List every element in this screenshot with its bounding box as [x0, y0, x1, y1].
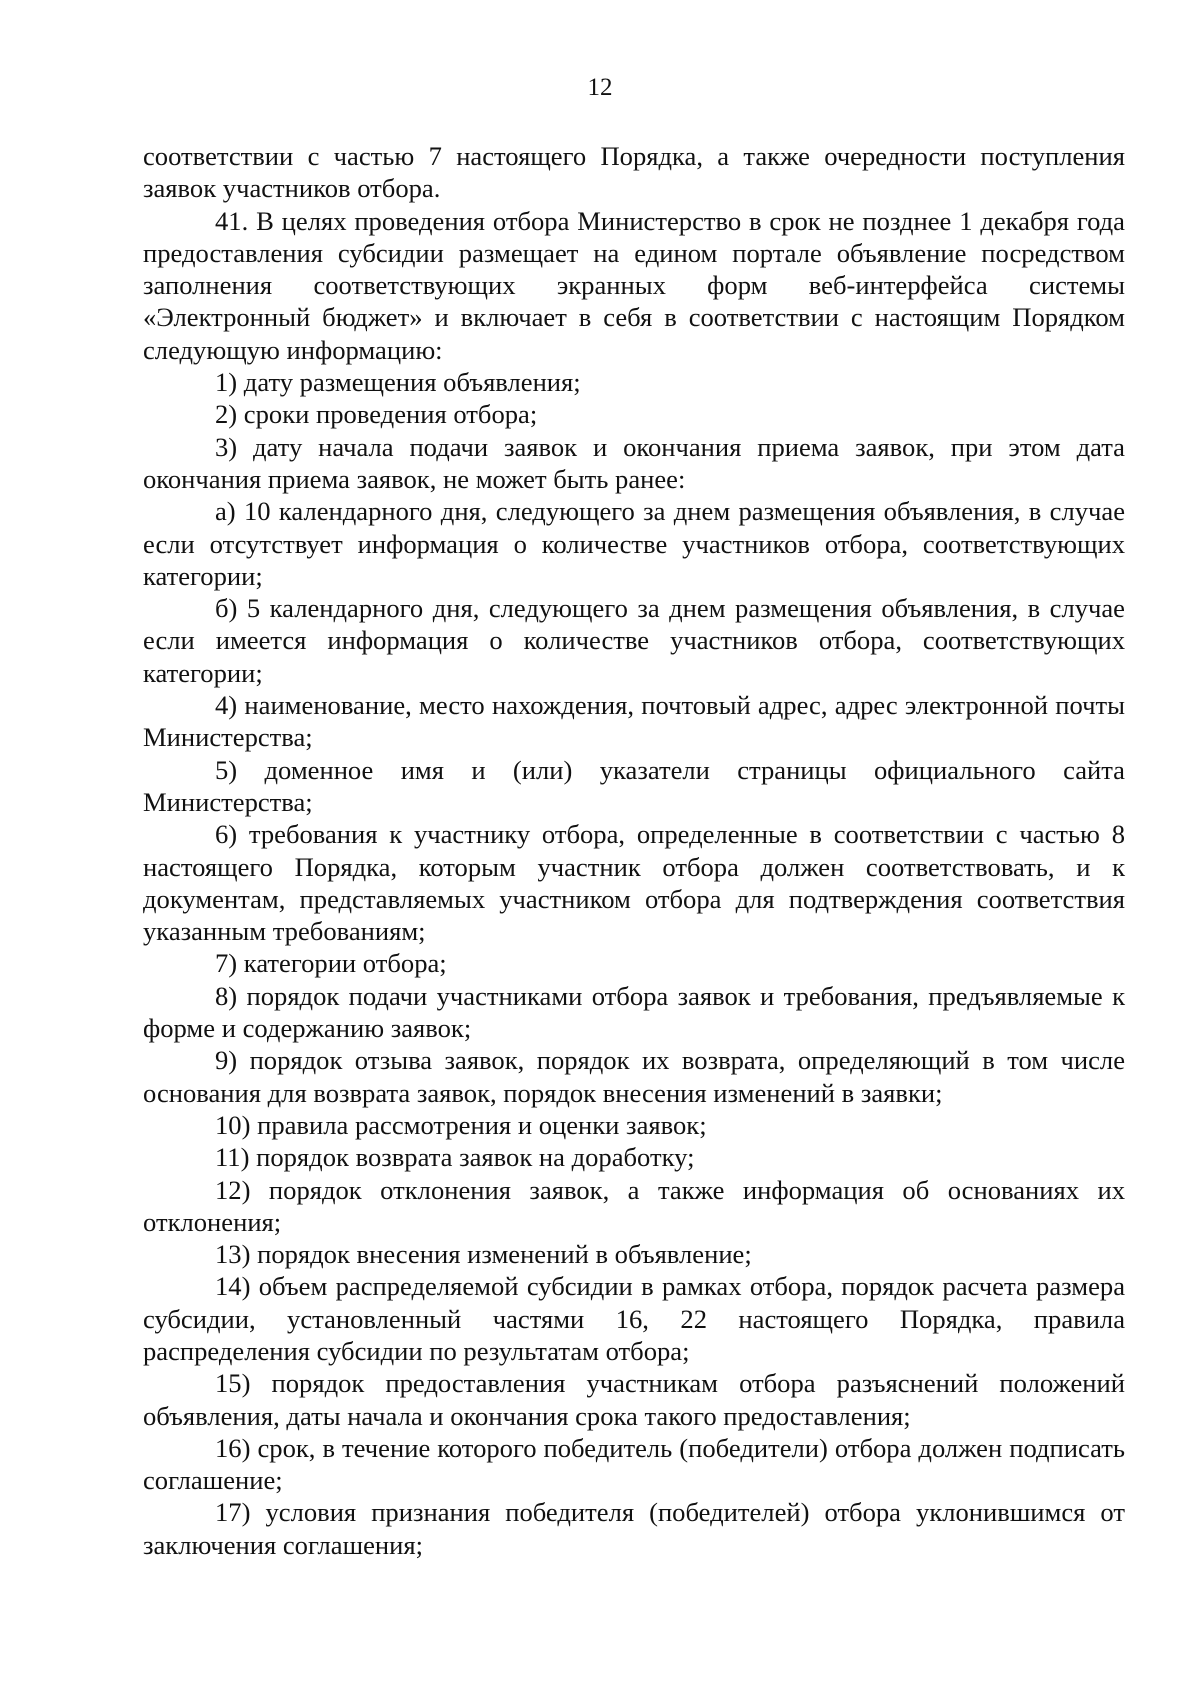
list-item-13: 13) порядок внесения изменений в объявление; [215, 1239, 752, 1270]
list-item-6: 6) требования к участнику отбора, определенные в соответствии с частью 8 настоящего Порядка, которым участник отбора должен соответствовать, и к документам, представляемых участником отбора для подтверждения соответствия указанным требованиям; [143, 819, 1125, 947]
paragraph-clause-41: 41. В целях проведения отбора Министерство в срок не позднее 1 декабря года предоставления субсидии размещает на едином портале объявление посредством заполнения соответствующих экранных форм веб-интерфейса системы «Электронный бюджет» и включает в себя в соответствии с настоящим Порядком следующую информацию: [143, 205, 1125, 365]
list-item-11: 11) порядок возврата заявок на доработку; [215, 1142, 695, 1173]
list-item-8: 8) порядок подачи участниками отбора заявок и требования, предъявляемые к форме и содержанию заявок; [143, 980, 1125, 1044]
paragraph-continuation: соответствии с частью 7 настоящего Порядка, а также очередности поступления заявок участников отбора. [143, 141, 1125, 204]
list-item-1: 1) дату размещения объявления; [215, 367, 581, 398]
list-item-2: 2) сроки проведения отбора; [215, 399, 538, 430]
list-item-16: 16) срок, в течение которого победитель (победители) отбора должен подписать соглашение; [143, 1432, 1125, 1496]
list-item-12: 12) порядок отклонения заявок, а также информация об основаниях их отклонения; [143, 1174, 1125, 1237]
document-body [143, 140, 1125, 1561]
list-item-3a: а) 10 календарного дня, следующего за днем размещения объявления, в случае если отсутствует информация о количестве участников отбора, соответствующих категории; [143, 496, 1125, 591]
list-item-14: 14) объем распределяемой субсидии в рамках отбора, порядок расчета размера субсидии, установленный частями 16, 22 настоящего Порядка, правила распределения субсидии по результатам отбора; [143, 1271, 1125, 1366]
list-item-5: 5) доменное имя и (или) указатели страницы официального сайта Министерства; [143, 754, 1125, 817]
page-number: 12 [587, 74, 613, 101]
list-item-3b: б) 5 календарного дня, следующего за днем размещения объявления, в случае если имеется информация о количестве участников отбора, соответствующих категории; [143, 593, 1125, 688]
list-item-17: 17) условия признания победителя (победителей) отбора уклонившимся от заключения соглашения; [143, 1497, 1125, 1560]
list-item-9: 9) порядок отзыва заявок, порядок их возврата, определяющий в том числе основания для возврата заявок, порядок внесения изменений в заявки; [143, 1045, 1125, 1108]
list-item-7: 7) категории отбора; [215, 948, 447, 979]
list-item-15: 15) порядок предоставления участникам отбора разъяснений положений объявления, даты начала и окончания срока такого предоставления; [143, 1368, 1125, 1431]
list-item-4: 4) наименование, место нахождения, почтовый адрес, адрес электронной почты Министерства; [143, 690, 1125, 753]
list-item-10: 10) правила рассмотрения и оценки заявок; [215, 1109, 707, 1140]
list-item-3: 3) дату начала подачи заявок и окончания приема заявок, при этом дата окончания приема заявок, не может быть ранее: [143, 431, 1125, 494]
